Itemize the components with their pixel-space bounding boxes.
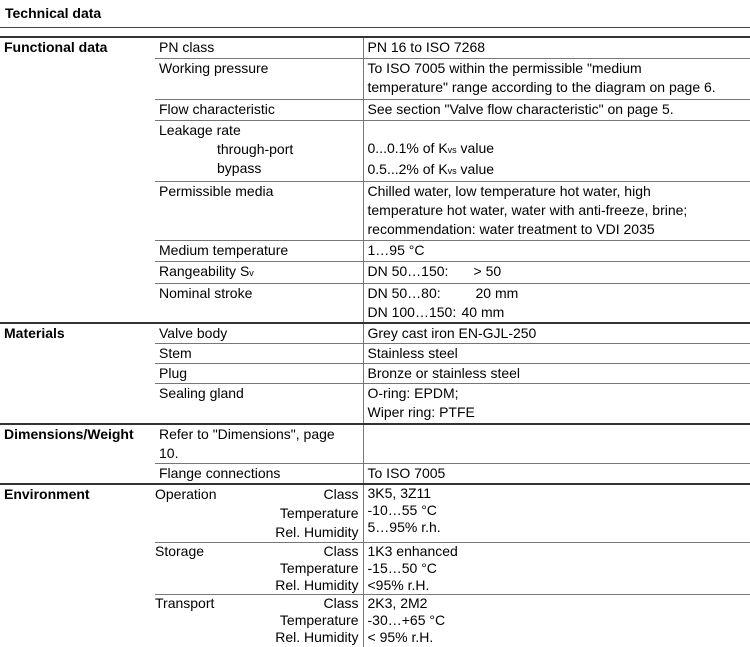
table-row: Environment Operation Class Temperature Rel. Humidity 3K5, 3Z11 -10…55 °C 5…95% r.h.: [0, 484, 750, 543]
table-row: [0, 283, 750, 323]
table-row: [0, 364, 750, 384]
table-row: [0, 181, 750, 240]
page-title: Technical data: [5, 5, 102, 21]
table-row: Storage Class Temperature Rel. Humidity 1K3 enhanced -15…50 °C <95% r.H.: [0, 543, 750, 595]
env-transport: Transport Class Temperature Rel. Humidity: [155, 595, 363, 647]
table-row: [0, 384, 750, 424]
table-row: [0, 344, 750, 364]
leakage-through-port-value: 0...0.1% of Kvs value: [367, 139, 495, 156]
value-nominal-stroke: DN 50…80: 20 mm DN 100…150: 40 mm: [363, 283, 750, 323]
section-materials: Materials: [0, 323, 155, 344]
prop-medium-temperature: Medium temperature: [155, 240, 363, 261]
table-row: [0, 261, 750, 283]
value-medium-temperature: 1…95 °C: [363, 240, 750, 261]
prop-pn-class: PN class: [155, 37, 363, 58]
table-row: [0, 58, 750, 99]
prop-flow-characteristic: Flow characteristic: [155, 99, 363, 120]
table-row: [0, 120, 750, 181]
prop-plug: Plug: [155, 364, 363, 384]
value-valve-body: Grey cast iron EN-GJL-250: [363, 323, 750, 344]
table-row: [0, 37, 750, 58]
prop-leakage-rate: [155, 120, 363, 181]
env-group-label: Operation: [155, 486, 217, 502]
value-line: Chilled water, low temperature hot water, high: [367, 182, 651, 199]
value-line: temperature hot water, water with anti-freeze, brine;: [367, 201, 688, 218]
prop-dimensions-ref: Refer to "Dimensions", page 10.: [155, 424, 363, 464]
leakage-through-port-label: through-port: [217, 140, 294, 157]
value-permissible-media: [363, 181, 750, 240]
technical-data-table: [0, 36, 750, 647]
env-group-label: Storage: [155, 543, 205, 559]
value-plug: Bronze or stainless steel: [363, 364, 750, 384]
prop-rangeability: Rangeability Sv: [155, 261, 363, 283]
leakage-rate-label: Leakage rate: [159, 121, 241, 138]
title-divider: [0, 27, 750, 28]
prop-working-pressure: Working pressure: [155, 58, 363, 99]
prop-valve-body: Valve body: [155, 323, 363, 344]
value-working-pressure: [363, 58, 750, 99]
env-group-label: Transport: [155, 595, 215, 611]
env-operation: Operation Class Temperature Rel. Humidity: [155, 484, 363, 543]
value-flow-characteristic: See section "Valve flow characteristic" on page 5.: [363, 99, 750, 120]
table-row: [0, 323, 750, 344]
table-row: [0, 464, 750, 485]
env-storage: Storage Class Temperature Rel. Humidity: [155, 543, 363, 595]
table-row: [0, 99, 750, 120]
value-stem: Stainless steel: [363, 344, 750, 364]
value-rangeability: DN 50…150: > 50: [363, 261, 750, 283]
prop-permissible-media: Permissible media: [155, 181, 363, 240]
prop-flange-connections: Flange connections: [155, 464, 363, 485]
value-leakage-rate: [363, 120, 750, 181]
section-functional-data: Functional data: [0, 37, 155, 58]
value-line: temperature" range according to the diagram on page 6.: [367, 78, 716, 95]
section-environment: Environment: [0, 484, 155, 543]
leakage-bypass-label: bypass: [217, 159, 262, 176]
value-flange-connections: To ISO 7005: [363, 464, 750, 485]
table-row: Transport Class Temperature Rel. Humidity 2K3, 2M2 -30…+65 °C < 95% r.H.: [0, 595, 750, 647]
prop-stem: Stem: [155, 344, 363, 364]
prop-sealing-gland: Sealing gland: [155, 384, 363, 424]
leakage-bypass-value: 0.5...2% of Kvs value: [367, 160, 495, 177]
value-sealing-gland: O-ring: EPDM; Wiper ring: PTFE: [363, 384, 750, 424]
prop-nominal-stroke: Nominal stroke: [155, 283, 363, 323]
table-row: [0, 424, 750, 464]
table-row: [0, 240, 750, 261]
section-dimensions-weight: Dimensions/Weight: [0, 424, 155, 464]
value-line: To ISO 7005 within the permissible "medium: [367, 59, 642, 76]
value-line: recommendation: water treatment to VDI 2035: [367, 220, 655, 237]
value-pn-class: PN 16 to ISO 7268: [363, 37, 750, 58]
